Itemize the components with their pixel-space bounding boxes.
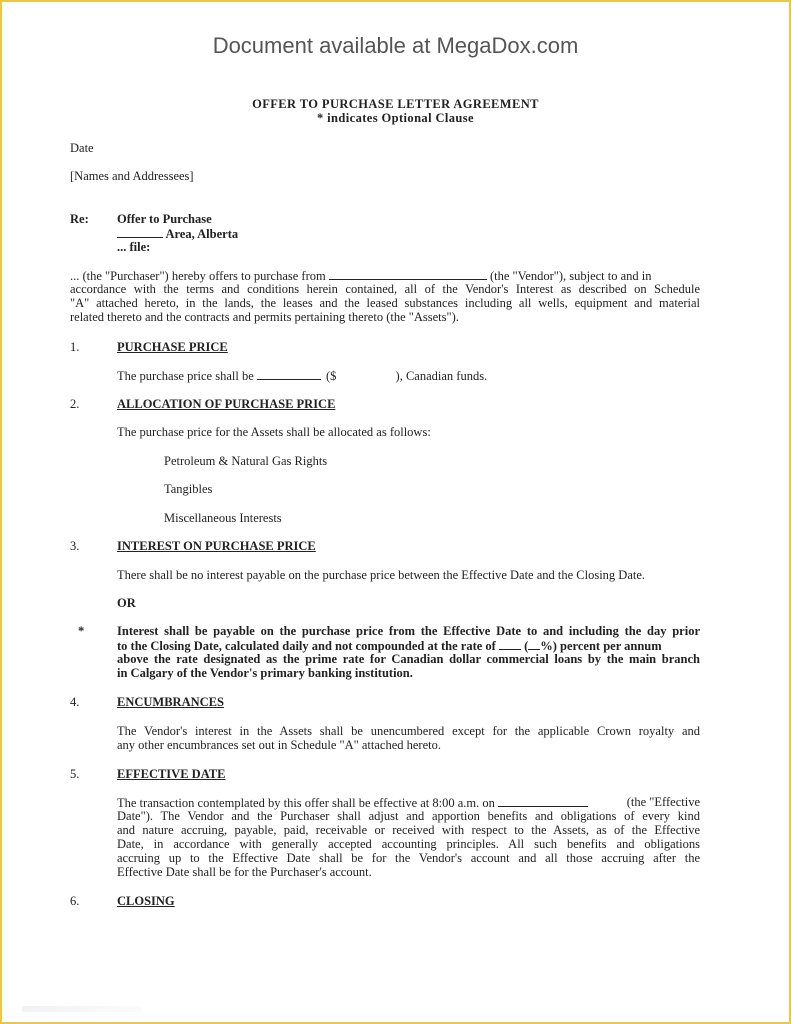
- section-5-heading: EFFECTIVE DATE: [117, 767, 226, 781]
- section-1-heading: PURCHASE PRICE: [117, 340, 228, 354]
- section-2-heading: ALLOCATION OF PURCHASE PRICE: [117, 397, 336, 411]
- intro-line-2: accordance with the terms and conditions herein contained, all of the Vendor's Interest as described on Schedule: [70, 282, 700, 296]
- price-text-c: ), Canadian funds.: [395, 369, 488, 383]
- price-blank: [257, 368, 321, 380]
- section-3-text: There shall be no interest payable on the purchase price between the Effective Date and the Closing Date.: [117, 568, 646, 582]
- price-text-a: The purchase price shall be: [117, 369, 254, 383]
- re-line-3: ... file:: [117, 240, 151, 254]
- section-5-line-4: Date, in accordance with generally accepted accounting principles. All such benefits and obligations: [117, 837, 700, 851]
- area-blank: [117, 226, 163, 238]
- optional-line-3: above the rate designated as the prime rate for Canadian dollar commercial loans by the main branch: [117, 652, 700, 666]
- title-note: * indicates Optional Clause: [317, 111, 474, 125]
- allocation-item: Miscellaneous Interests: [164, 511, 282, 525]
- document-page: [2, 2, 789, 1022]
- vendor-blank: [329, 268, 487, 280]
- rate-text-a-inner: to the Closing Date, calculated daily and not compounded at the rate of: [117, 639, 496, 653]
- section-2-text: The purchase price for the Assets shall be allocated as follows:: [117, 425, 431, 439]
- section-3-number: 3.: [70, 539, 80, 553]
- or-label: OR: [117, 596, 136, 610]
- price-text-b: ($: [326, 369, 337, 383]
- re-label: Re:: [70, 212, 89, 226]
- intro-line-3: "A" attached hereto, in the lands, the leases and the leased substances including all wells, equipment and material: [70, 296, 700, 310]
- section-4-line-2: any other encumbrances set out in Schedule "A" attached hereto.: [117, 738, 441, 752]
- section-5-line-2: Date"). The Vendor and the Purchaser shall adjust and apportion benefits and obligations of every kind: [117, 809, 700, 823]
- section-5-line-1: [117, 795, 700, 810]
- rate-paren: (: [524, 639, 529, 653]
- section-4-heading: ENCUMBRANCES: [117, 695, 224, 709]
- effective-text-b: (the "Effective: [626, 795, 700, 809]
- title-main: OFFER TO PURCHASE LETTER AGREEMENT: [252, 97, 539, 111]
- intro-text-b: (the "Vendor"), subject to and in: [489, 269, 652, 283]
- rate-blank: [499, 638, 521, 650]
- section-5-number: 5.: [70, 767, 80, 781]
- re-line-1: Offer to Purchase: [117, 212, 212, 226]
- document-title: [2, 97, 789, 125]
- allocation-item: Petroleum & Natural Gas Rights: [164, 454, 328, 468]
- effective-text-a-inner: The transaction contemplated by this offer shall be effective at 8:00 a.m. on: [117, 796, 495, 810]
- faint-footer-mark: [22, 1006, 142, 1012]
- rate-text-c: %) percent per annum: [540, 639, 662, 653]
- re-line-2: [117, 226, 238, 241]
- section-4-number: 4.: [70, 695, 80, 709]
- section-6-number: 6.: [70, 894, 80, 908]
- section-5-line-3: and nature accruing, payable, paid, receivable or received with respect to the Assets, as of the Effective: [117, 823, 700, 837]
- effective-text-a: [117, 795, 588, 810]
- section-3-heading: INTEREST ON PURCHASE PRICE: [117, 539, 316, 553]
- intro-line-4: related thereto and the contracts and permits pertaining thereto (the "Assets").: [70, 310, 459, 324]
- section-5-line-6: Effective Date shall be for the Purchaser's account.: [117, 865, 372, 879]
- rate-text-a: [117, 638, 662, 653]
- section-1-text: [117, 368, 487, 383]
- section-4-line-1: The Vendor's interest in the Assets shall be unencumbered except for the applicable Crown royalty and: [117, 724, 700, 738]
- addressees: [Names and Addressees]: [70, 169, 194, 183]
- section-2-number: 2.: [70, 397, 80, 411]
- re-area-text: Area, Alberta: [165, 227, 239, 241]
- percent-blank: [528, 638, 540, 650]
- intro-line-1: [70, 268, 700, 283]
- section-5-line-5: accruing up to the Effective Date shall be for the Vendor's account and all those accruing after the: [117, 851, 700, 865]
- section-1-number: 1.: [70, 340, 80, 354]
- watermark-banner: Document available at MegaDox.com: [212, 33, 579, 58]
- optional-clause-star: *: [78, 624, 85, 638]
- section-6-heading: CLOSING: [117, 894, 175, 908]
- optional-line-4: in Calgary of the Vendor's primary banking institution.: [117, 666, 413, 680]
- effective-date-blank: [498, 795, 588, 807]
- optional-line-1: Interest shall be payable on the purchase price from the Effective Date to and including the day prior: [117, 624, 700, 638]
- date-label: Date: [70, 141, 94, 155]
- allocation-item: Tangibles: [164, 482, 213, 496]
- optional-line-2: [117, 638, 700, 653]
- intro-text-a: ... (the "Purchaser") hereby offers to purchase from: [70, 269, 326, 283]
